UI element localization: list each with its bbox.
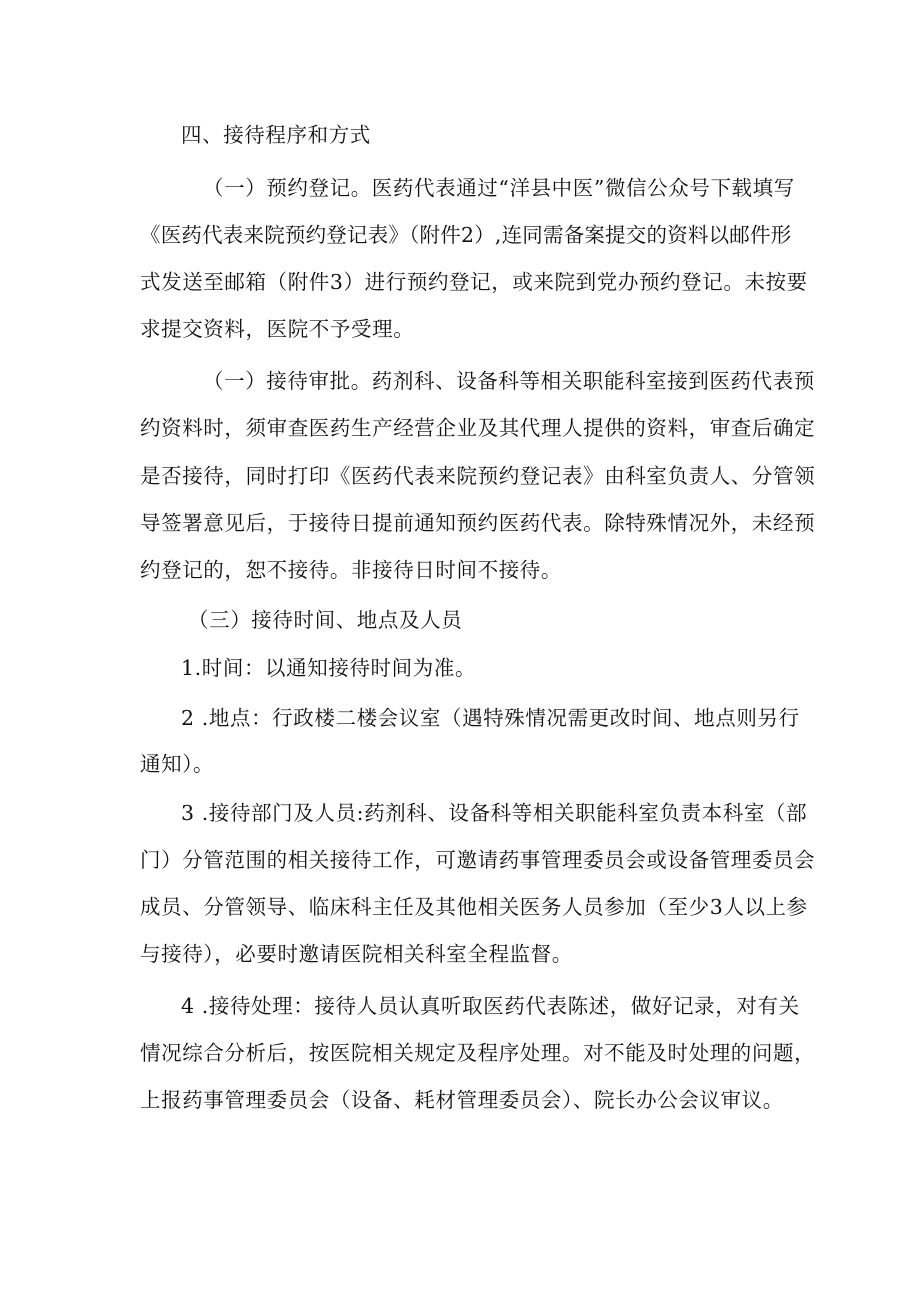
paragraph-line: 导签署意见后，于接待日提前通知预约医药代表。除特殊情况外，未经预 <box>140 511 816 535</box>
section-heading: 四、接待程序和方式 <box>181 123 371 147</box>
paragraph-line: 2 .地点：行政楼二楼会议室（遇特殊情况需更改时间、地点则另行 <box>181 706 800 730</box>
paragraph-line: 与接待），必要时邀请医院相关科室全程监督。 <box>140 942 573 966</box>
paragraph-line: 《医药代表来院预约登记表》（附件2）,连同需备案提交的资料以邮件形 <box>140 223 792 247</box>
paragraph-line: 情况综合分析后，按医院相关规定及程序处理。对不能及时处理的问题， <box>140 1041 816 1065</box>
paragraph-line: （一）接待审批。药剂科、设备科等相关职能科室接到医药代表预 <box>203 369 815 393</box>
paragraph-line: 3 .接待部门及人员:药剂科、设备科等相关职能科室负责本科室（部 <box>181 801 808 825</box>
paragraph-line: 1.时间：以通知接待时间为准。 <box>181 656 477 680</box>
paragraph-line: 上报药事管理委员会（设备、耗材管理委员会）、院长办公会议审议。 <box>140 1088 784 1112</box>
paragraph-line: 通知）。 <box>140 752 215 776</box>
paragraph-line: 求提交资料，医院不予受理。 <box>140 317 415 341</box>
paragraph-line: 门）分管范围的相关接待工作，可邀请药事管理委员会或设备管理委员会 <box>140 848 816 872</box>
paragraph-line: 约资料时，须审查医药生产经营企业及其代理人提供的资料，审查后确定 <box>140 416 816 440</box>
paragraph-line: 约登记的，恕不接待。非接待日时间不接待。 <box>140 558 562 582</box>
paragraph-line: 4 .接待处理：接待人员认真听取医药代表陈述，做好记录，对有关 <box>181 994 800 1018</box>
paragraph-line: 是否接待，同时打印《医药代表来院预约登记表》由科室负责人、分管领 <box>140 464 816 488</box>
subsection-heading: （三）接待时间、地点及人员 <box>188 608 463 632</box>
paragraph-line: 成员、分管领导、临床科主任及其他相关医务人员参加（至少3人以上参 <box>140 895 808 919</box>
paragraph-line: （一）预约登记。医药代表通过“洋县中医”微信公众号下载填写 <box>203 176 795 200</box>
paragraph-line: 式发送至邮箱（附件3）进行预约登记，或来院到党办预约登记。未按要 <box>140 270 808 294</box>
